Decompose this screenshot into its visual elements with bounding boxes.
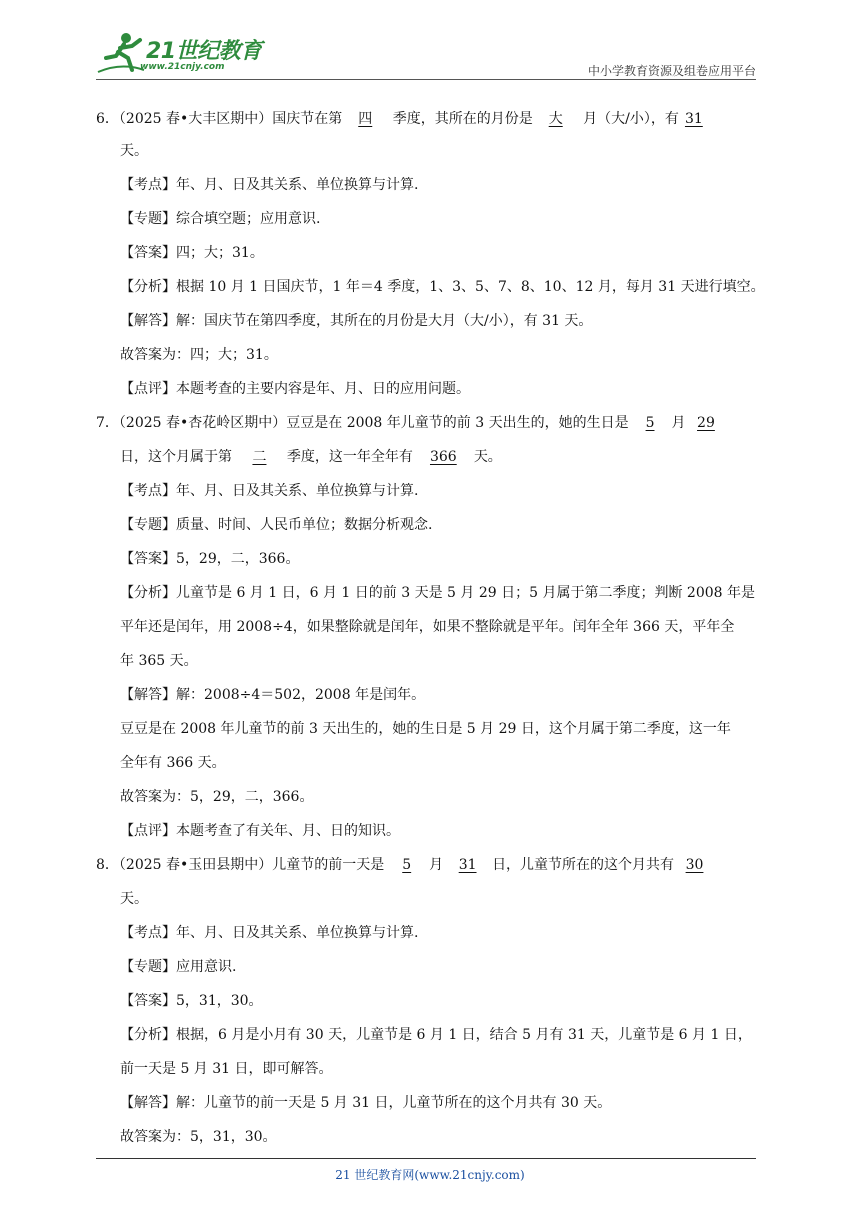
question-7-stem-4: 季度，这一年全年有 — [286, 449, 413, 465]
question-7-blank-3: 二 — [252, 449, 267, 465]
question-7-blank-4: 366 — [429, 449, 457, 465]
question-7-final: 故答案为：5，29，二，366。 — [120, 789, 314, 805]
question-7-analysis-2: 平年还是闰年，用 2008÷4，如果整除就是闰年，如果不整除就是平年。闰年全年 366 天，平年全 — [120, 619, 735, 635]
logo-url: www.21cnjy.com — [140, 62, 225, 72]
question-6-stem: 6．（2025 春•大丰区期中）国庆节在第 — [96, 111, 343, 127]
logo — [96, 30, 266, 78]
question-7-solution-2: 豆豆是在 2008 年儿童节的前 3 天出生的，她的生日是 5 月 29 日，这个月属于第二季度，这一年 — [120, 721, 731, 737]
question-6-blank-3: 31 — [684, 111, 703, 127]
question-6-stem-3: 月（大/小），有 — [583, 111, 679, 127]
question-8-blank-1: 5 — [402, 857, 412, 873]
question-6-blank-2: 大 — [548, 111, 563, 127]
question-6-comment: 【点评】本题考查的主要内容是年、月、日的应用问题。 — [120, 381, 470, 397]
question-8-analysis-1: 【分析】根据，6 月是小月有 30 天，儿童节是 6 月 1 日，结合 5 月有 31 天，儿童节是 6 月 1 日， — [120, 1027, 752, 1043]
question-7-zhuanti: 【专题】质量、时间、人民币单位；数据分析观念. — [120, 517, 433, 533]
question-6-line-1 — [96, 108, 709, 128]
question-7-solution-1: 【解答】解：2008÷4＝502，2008 年是闰年。 — [120, 687, 426, 703]
question-7-analysis-1: 【分析】儿童节是 6 月 1 日，6 月 1 日的前 3 天是 5 月 29 日；5 月属于第二季度；判断 2008 年是 — [120, 585, 755, 601]
question-7-blank-1: 5 — [645, 415, 655, 431]
question-7-blank-2: 29 — [697, 415, 715, 431]
question-7-kaodian: 【考点】年、月、日及其关系、单位换算与计算. — [120, 483, 419, 499]
question-6-kaodian: 【考点】年、月、日及其关系、单位换算与计算. — [120, 177, 419, 193]
question-7-line-2 — [120, 446, 502, 466]
question-8-stem-2: 月 — [429, 857, 444, 873]
question-7-comment: 【点评】本题考查了有关年、月、日的知识。 — [120, 823, 400, 839]
question-6-blank-1: 四 — [358, 111, 373, 127]
question-8-stem-3: 日，儿童节所在的这个月共有 — [492, 857, 675, 873]
question-8-analysis-2: 前一天是 5 月 31 日，即可解答。 — [120, 1061, 333, 1077]
question-6-zhuanti: 【专题】综合填空题；应用意识. — [120, 211, 321, 227]
question-8-line-1 — [96, 854, 711, 874]
question-7-line-1 — [96, 412, 722, 432]
question-6-stem-2: 季度，其所在的月份是 — [392, 111, 533, 127]
question-6-analysis: 【分析】根据 10 月 1 日国庆节，1 年＝4 季度，1、3、5、7、8、10、12 月，每月 31 天进行填空。 — [120, 279, 765, 295]
question-8-zhuanti: 【专题】应用意识. — [120, 959, 237, 975]
question-8-line-2: 天。 — [120, 891, 148, 907]
question-7-solution-3: 全年有 366 天。 — [120, 755, 226, 771]
question-6-answer: 【答案】四；大；31。 — [120, 245, 264, 261]
footer-divider — [96, 1158, 756, 1159]
platform-name: 中小学教育资源及组卷应用平台 — [587, 64, 756, 78]
runner-logo-icon — [96, 30, 146, 76]
footer-link[interactable]: 21 世纪教育网(www.21cnjy.com) — [335, 1168, 525, 1182]
question-7-answer: 【答案】5，29，二，366。 — [120, 551, 300, 567]
page-header — [0, 0, 860, 80]
question-7-analysis-3: 年 365 天。 — [120, 653, 198, 669]
question-8-solution: 【解答】解：儿童节的前一天是 5 月 31 日，儿童节所在的这个月共有 30 天。 — [120, 1095, 612, 1111]
question-8-kaodian: 【考点】年、月、日及其关系、单位换算与计算. — [120, 925, 419, 941]
question-7-stem-2: 月 — [671, 415, 686, 431]
question-8-answer: 【答案】5，31，30。 — [120, 993, 263, 1009]
question-8-blank-3: 30 — [685, 857, 704, 873]
logo-text: 21世纪教育 — [146, 39, 262, 64]
question-7-stem: 7．（2025 春•杏花岭区期中）豆豆是在 2008 年儿童节的前 3 天出生的，她的生日是 — [96, 415, 629, 431]
header-divider — [96, 79, 756, 80]
question-8-final: 故答案为：5，31，30。 — [120, 1129, 277, 1145]
question-8-stem: 8．（2025 春•玉田县期中）儿童节的前一天是 — [96, 857, 385, 873]
question-6-line-2: 天。 — [120, 143, 148, 159]
question-8-blank-2: 31 — [458, 857, 477, 873]
question-6-solution: 【解答】解：国庆节在第四季度，其所在的月份是大月（大/小），有 31 天。 — [120, 313, 593, 329]
question-7-stem-3: 日，这个月属于第 — [120, 449, 232, 465]
question-6-final: 故答案为：四；大；31。 — [120, 347, 278, 363]
question-7-stem-5: 天。 — [473, 449, 502, 465]
